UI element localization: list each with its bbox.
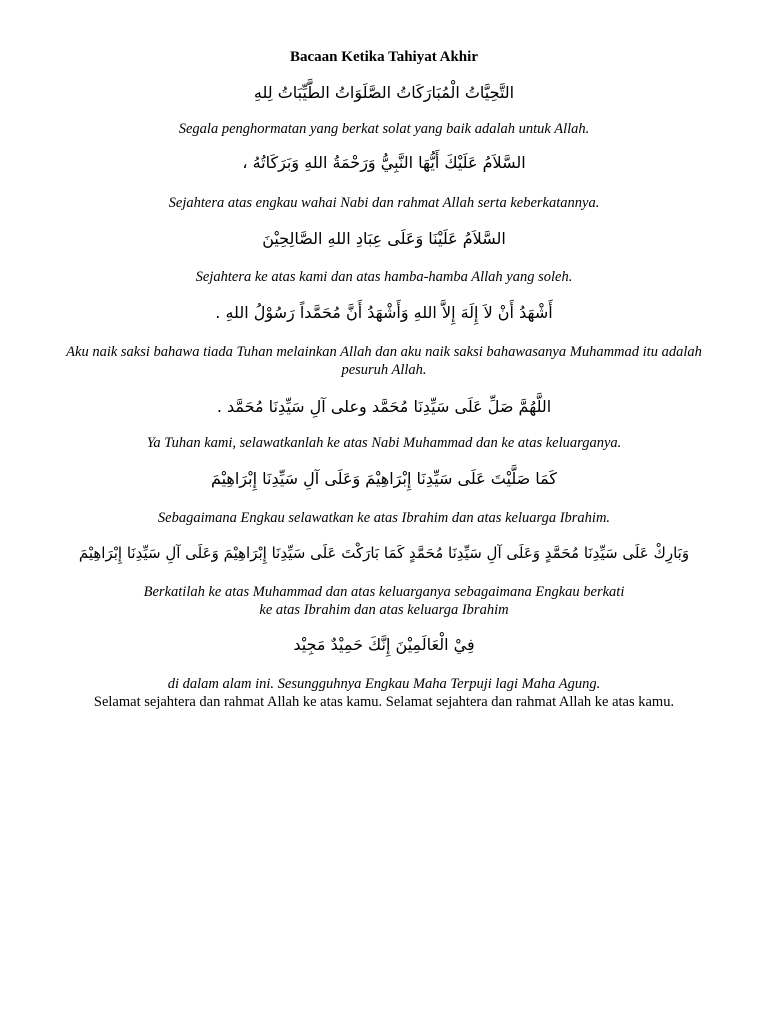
arabic-verse-3: السَّلاَمُ عَلَيْنَا وَعَلَى عِبَادِ اللهِ الصَّالِحِيْنَ xyxy=(262,229,506,248)
arabic-verse-1: التَّحِيَّاتُ الْمُبَارَكَاتُ الصَّلَوَاتُ الطَّيِّبَاتُ لِلهِ xyxy=(253,83,515,102)
translation-2 xyxy=(40,194,728,212)
translation-1 xyxy=(40,120,728,138)
translation-5 xyxy=(40,434,728,452)
translation-6 xyxy=(40,509,728,527)
translation-line: di dalam alam ini. Sesungguhnya Engkau Maha Terpuji lagi Maha Agung. xyxy=(167,676,601,692)
arabic-verse-8: فِيْ الْعَالَمِيْنَ إِنَّكَ حَمِيْدٌ مَجِيْد xyxy=(293,635,475,654)
arabic-verse-2: السَّلاَمُ عَلَيْكَ أَيُّهَا النَّبِيُّ وَرَحْمَةُ اللهِ وَبَرَكَاتُهُ ، xyxy=(242,153,526,172)
translation-line: Selamat sejahtera dan rahmat Allah ke atas kamu. Selamat sejahtera dan rahmat Allah ke atas kamu. xyxy=(93,694,675,710)
translation-line: pesuruh Allah. xyxy=(341,362,427,378)
translation-line: ke atas Ibrahim dan atas keluarga Ibrahim xyxy=(259,602,509,618)
translation-7 xyxy=(40,583,728,619)
arabic-verse-7: وَبَارِكْ عَلَى سَيِّدِنَا مُحَمَّدٍ وَعَلَى آلِ سَيِّدِنَا مُحَمَّدٍ كَمَا بَارَكْتَ عَلَى سَيِّدِنَا إِبْرَاهِيْمَ وَعَلَى آلِ سَيِّدِنَا إِبْرَاهِيْمَ xyxy=(78,544,690,562)
translation-line: Berkatilah ke atas Muhammad dan atas keluarganya sebagaimana Engkau berkati xyxy=(143,584,625,600)
translation-line: Segala penghormatan yang berkat solat yang baik adalah untuk Allah. xyxy=(178,121,590,137)
translation-line: Sejahtera ke atas kami dan atas hamba-hamba Allah yang soleh. xyxy=(195,269,573,285)
translation-line: Aku naik saksi bahawa tiada Tuhan melainkan Allah dan aku naik saksi bahawasanya Muhammad itu adalah xyxy=(66,344,702,360)
translation-4 xyxy=(30,343,738,379)
translation-8 xyxy=(30,675,738,711)
document-title: Bacaan Ketika Tahiyat Akhir xyxy=(290,49,478,65)
arabic-verse-6: كَمَا صَلَّيْتَ عَلَى سَيِّدِنَا إِبْرَاهِيْمَ وَعَلَى آلِ سَيِّدِنَا إِبْرَاهِيْمَ xyxy=(210,469,558,488)
translation-3 xyxy=(40,268,728,286)
arabic-verse-4: أَشْهَدُ أَنْ لاَ إِلَهَ إِلاَّ اللهِ وَأَشْهَدُ أَنَّ مُحَمَّداً رَسُوْلُ اللهِ . xyxy=(215,303,553,322)
translation-line: Ya Tuhan kami, selawatkanlah ke atas Nabi Muhammad dan ke atas keluarganya. xyxy=(146,435,622,451)
translation-line: Sebagaimana Engkau selawatkan ke atas Ibrahim dan atas keluarga Ibrahim. xyxy=(157,510,611,526)
arabic-verse-5: اللَّهُمَّ صَلِّ عَلَى سَيِّدِنَا مُحَمَّد وعلى آلِ سَيِّدِنَا مُحَمَّد . xyxy=(216,397,552,416)
translation-line: Sejahtera atas engkau wahai Nabi dan rahmat Allah serta keberkatannya. xyxy=(168,195,600,211)
